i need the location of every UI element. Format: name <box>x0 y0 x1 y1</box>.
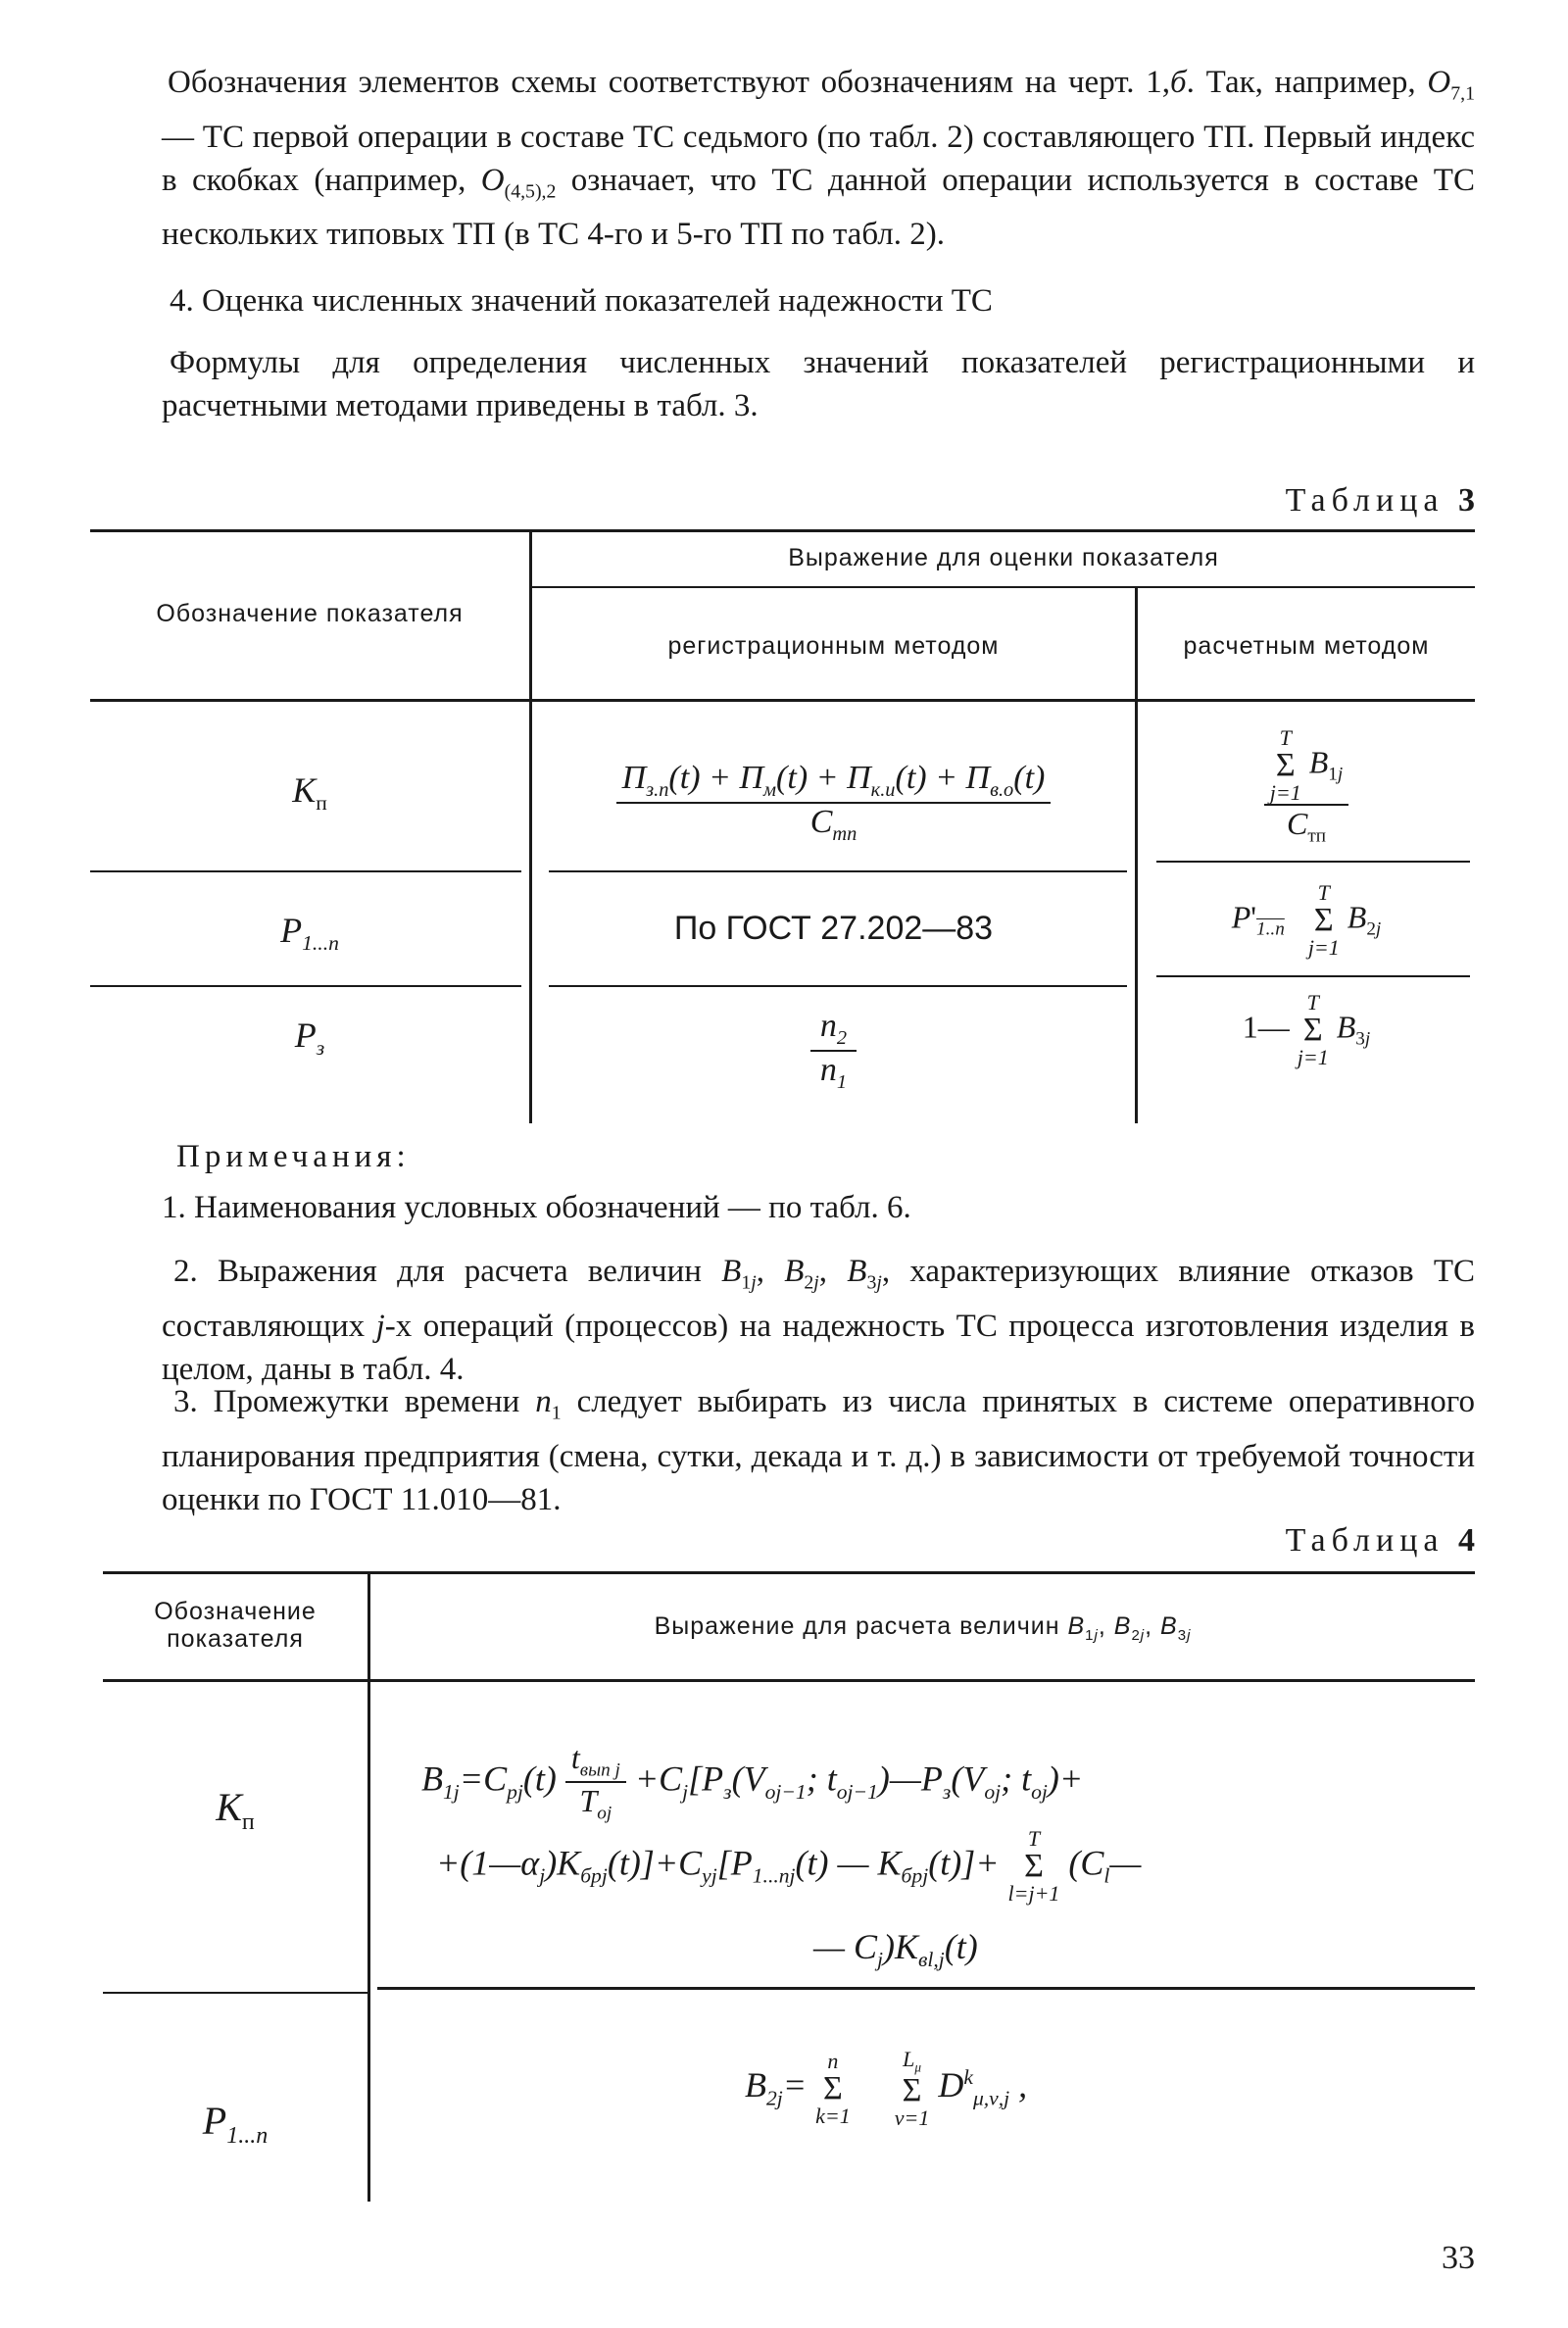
note-3: 3. Промежутки времени $n_1$ следует выбирать из числа принятых в системе оперативного планирования предприятия (смена, сутки, декада и т. д.) в зависимости от требуемой точности оценки по ГОСТ 11.010—81. <box>162 1384 1475 1517</box>
table4-row-kp-name: $K_п$ <box>216 1785 255 1835</box>
table3-row-p1n-name: $P_{1...n}$ <box>280 911 339 956</box>
table3-row-p1n-registration: По ГОСТ 27.202—83 <box>673 910 994 947</box>
table3-caption: Таблица 3 <box>1285 482 1475 519</box>
table3-row-kp-calculation-formula: T Σ j=1 $B_{1j}$ $С_{тп}$ <box>1138 727 1475 847</box>
table4-header-expression: Выражение для расчета величин $B_{1j}$, $B_{2j}$, $B_{3j}$ <box>654 1612 1192 1644</box>
section-heading: 4. Оценка численных значений показателей надежности ТС <box>170 283 993 319</box>
note-1: 1. Наименования условных обозначений — по табл. 6. <box>162 1190 911 1225</box>
table3-row-p3-calculation-formula: 1— T Σ j=1 $B_{3j}$ <box>1242 990 1371 1069</box>
table4-top-rule <box>103 1571 1475 1574</box>
table4-header-designation: Обозначение показателя <box>154 1598 317 1653</box>
intro-paragraph-1: Обозначения элементов схемы соответствуют обозначениям на черт. 1,б. Так, например, $О_{7,1}$ — ТС первой операции в составе ТС седьмого (по табл. 2) составляющего ТП. Первый индекс в скобках (например, $О_{(4,5),2}$ означает, что ТС данной операции используется в составе ТС нескольких типовых ТП (в ТС 4-го и 5-го ТП по табл. 2). <box>162 65 1475 253</box>
table3-row-p3-name: $P_з$ <box>294 1015 325 1061</box>
table3-row-p3-registration-formula: $\frac{n_2}{n_1}$ <box>532 1008 1135 1094</box>
table3-header-registration: регистрационным методом <box>667 632 1000 660</box>
table4-row-kp-formula-line-1: $B_{1j}=C_{pj}(t)$ $\frac{t_{вып j}}{T_{oj}}$ $+C_j[P_з(V_{oj-1}$; $t_{oj-1})—P_з(V_{oj}$; $t_{oj})+$ <box>421 1740 1084 1824</box>
table4-row-p1n-name: $P_{1...n}$ <box>202 2099 269 2149</box>
intro-paragraph-2: Формулы для определения численных значений показателей регистрационными и расчетными методами приведены в табл. 3. <box>162 345 1475 423</box>
table3-header-expression: Выражение для оценки показателя <box>788 544 1219 571</box>
table4-caption: Таблица 4 <box>1285 1522 1475 1559</box>
table3-row-p1n-calculation-formula: $P'_{1..n}$ T Σ j=1 $B_{2j}$ <box>1231 880 1382 960</box>
table3-row-kp-name: $K_п$ <box>292 770 327 816</box>
notes-title: Примечания: <box>176 1139 411 1174</box>
table4-row-kp-formula-line-2: $+(1—\alpha_j)K_{бpj}(t)]+C_{yj}[P_{1...nj}(t)$ — $K_{бpj}(t)]+$ T Σ l=j+1 ($C_l—$ <box>436 1826 1142 1906</box>
note-2: 2. Выражения для расчета величин $B_{1j}$, $B_{2j}$, $B_{3j}$, характеризующих влияние отказов ТС составляющих j-х операций (процессов) на надежность ТС процесса изготовления изделия в целом, даны в табл. 4. <box>162 1254 1476 1387</box>
table3-header-calculation: расчетным методом <box>1183 632 1430 660</box>
page-number: 33 <box>1442 2240 1475 2276</box>
table4-row-p1n-formula: $B_{2j}=$ n Σ k=1 $L_\mu$ Σ ν=1 $D^k_{\mu,\nu,j}$ , <box>745 2047 1028 2130</box>
table4-row-kp-formula-line-3: — $C_j)K_{вl,j}(t)$ <box>813 1927 978 1972</box>
table3-row-kp-registration-formula: $\frac{П_{з.п}(t) + П_м(t) + П_{к.и}(t) + П_{в.о}(t)}{С_{тп}}$ <box>532 760 1135 846</box>
table3-top-rule <box>90 529 1475 532</box>
table3-header-designation: Обозначение показателя <box>156 600 464 627</box>
